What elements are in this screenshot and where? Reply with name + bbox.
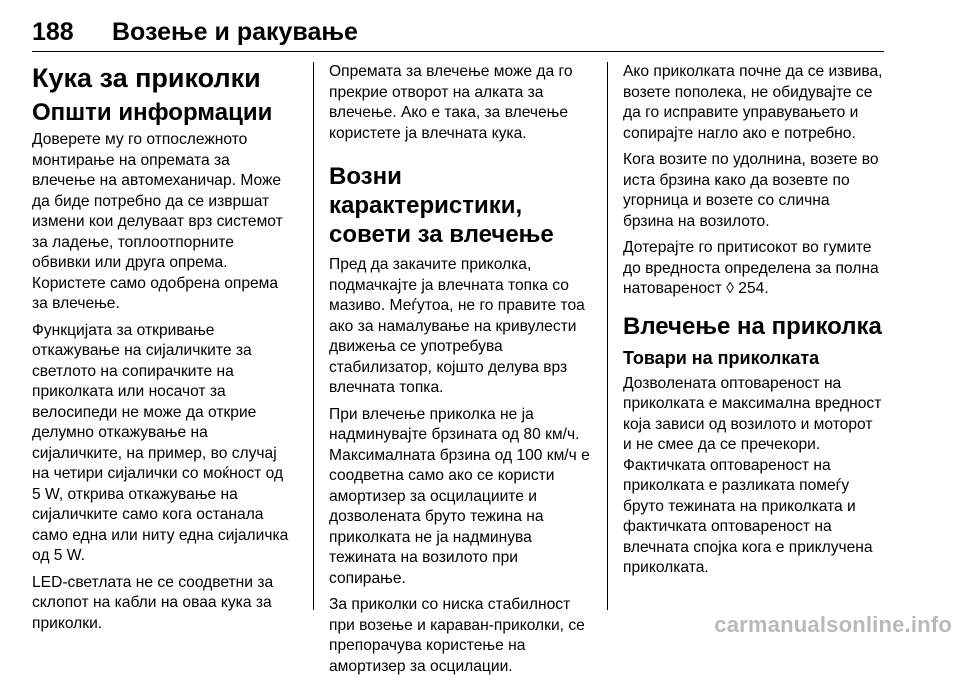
- paragraph: Пред да закачите приколка, подмачкајте ја влечната топка со мазиво. Меѓутоа, не го правите тоа ако за намалување на кривулести движења се употребува стабилизатор, којшто делува врз влечната топка.: [329, 256, 585, 396]
- page-header: [32, 18, 884, 52]
- header-rule: [32, 51, 884, 52]
- paragraph: Дозволената оптовареност на приколката е максимална вредност која зависи од возилото и моторот и не смее да се пречекори. Фактичката оптовареност на приколката е разликата помеѓу бруто тежината на приколката и фактичката оптовареност на влечната спојка кога е приклучена приколката.: [623, 374, 882, 576]
- running-title: Возење и ракување: [112, 18, 358, 46]
- paragraph: Функцијата за откривање откажување на сијаличките за светлото на сопирачките на приколката или носачот за велосипеди не може да открие делумно откажување на сијаличките, на пример, во случај на четири сијалички со моќност од 5 W, открива откажување на сијаличките само кога останала само една или ниту една сијаличка од 5 W.: [32, 321, 289, 564]
- paragraph: Кога возите по удолнина, возете во иста брзина како да возевте по угорница и возете со слична брзина на возилото.: [623, 151, 879, 230]
- page-number: 188: [32, 18, 74, 46]
- paragraph: Опремата за влечење може да го прекрие отворот на алката за влечење. Ако е така, за влечење користете ја влечната кука.: [329, 63, 573, 142]
- section-heading: Возни карактеристики, совети за влечење: [329, 163, 554, 248]
- section-heading: Влечење на приколка: [623, 312, 882, 340]
- paragraph: Дотерајте го притисокот во гумите до вредноста определена за полна натовареност ◊ 254.: [623, 239, 879, 297]
- column-2: [329, 62, 597, 683]
- section-heading: Кука за приколки: [32, 63, 261, 93]
- subsection-heading: Товари на приколката: [623, 347, 820, 368]
- column-divider: [607, 62, 608, 610]
- column-divider: [313, 62, 314, 610]
- subsection-heading: Општи информации: [32, 99, 273, 126]
- paragraph: При влечење приколка не ја надминувајте брзината од 80 км/ч. Максималната брзина од 100 км/ч е соодветна само ако се користи амортизер за осцилациите и дозволената бруто тежина на приколката не ја надминува тежината на возилото при сопирање.: [329, 405, 590, 587]
- column-1: [32, 62, 300, 640]
- watermark: carmanualsonline.info: [714, 612, 952, 637]
- paragraph: Доверете му го отпослежното монтирање на опремата за влечење на автомеханичар. Може да биде потребно да се извршат измени кои делуваат врз системот за ладење, топлоотпорните обвивки или друга опрема. Користете само одобрена опрема за влечење.: [32, 131, 283, 312]
- column-3: [623, 62, 891, 585]
- paragraph: Ако приколката почне да се извива, возете пополека, не обидувајте се да го исправите управувањето и сопирајте нагло ако е потребно.: [623, 63, 883, 142]
- paragraph: LED-светлата не се соодветни за склопот на кабли на оваа кука за приколки.: [32, 573, 274, 632]
- paragraph: За приколки со ниска стабилност при возење и караван-приколки, се препорачува користење на амортизер за осцилации.: [329, 596, 585, 675]
